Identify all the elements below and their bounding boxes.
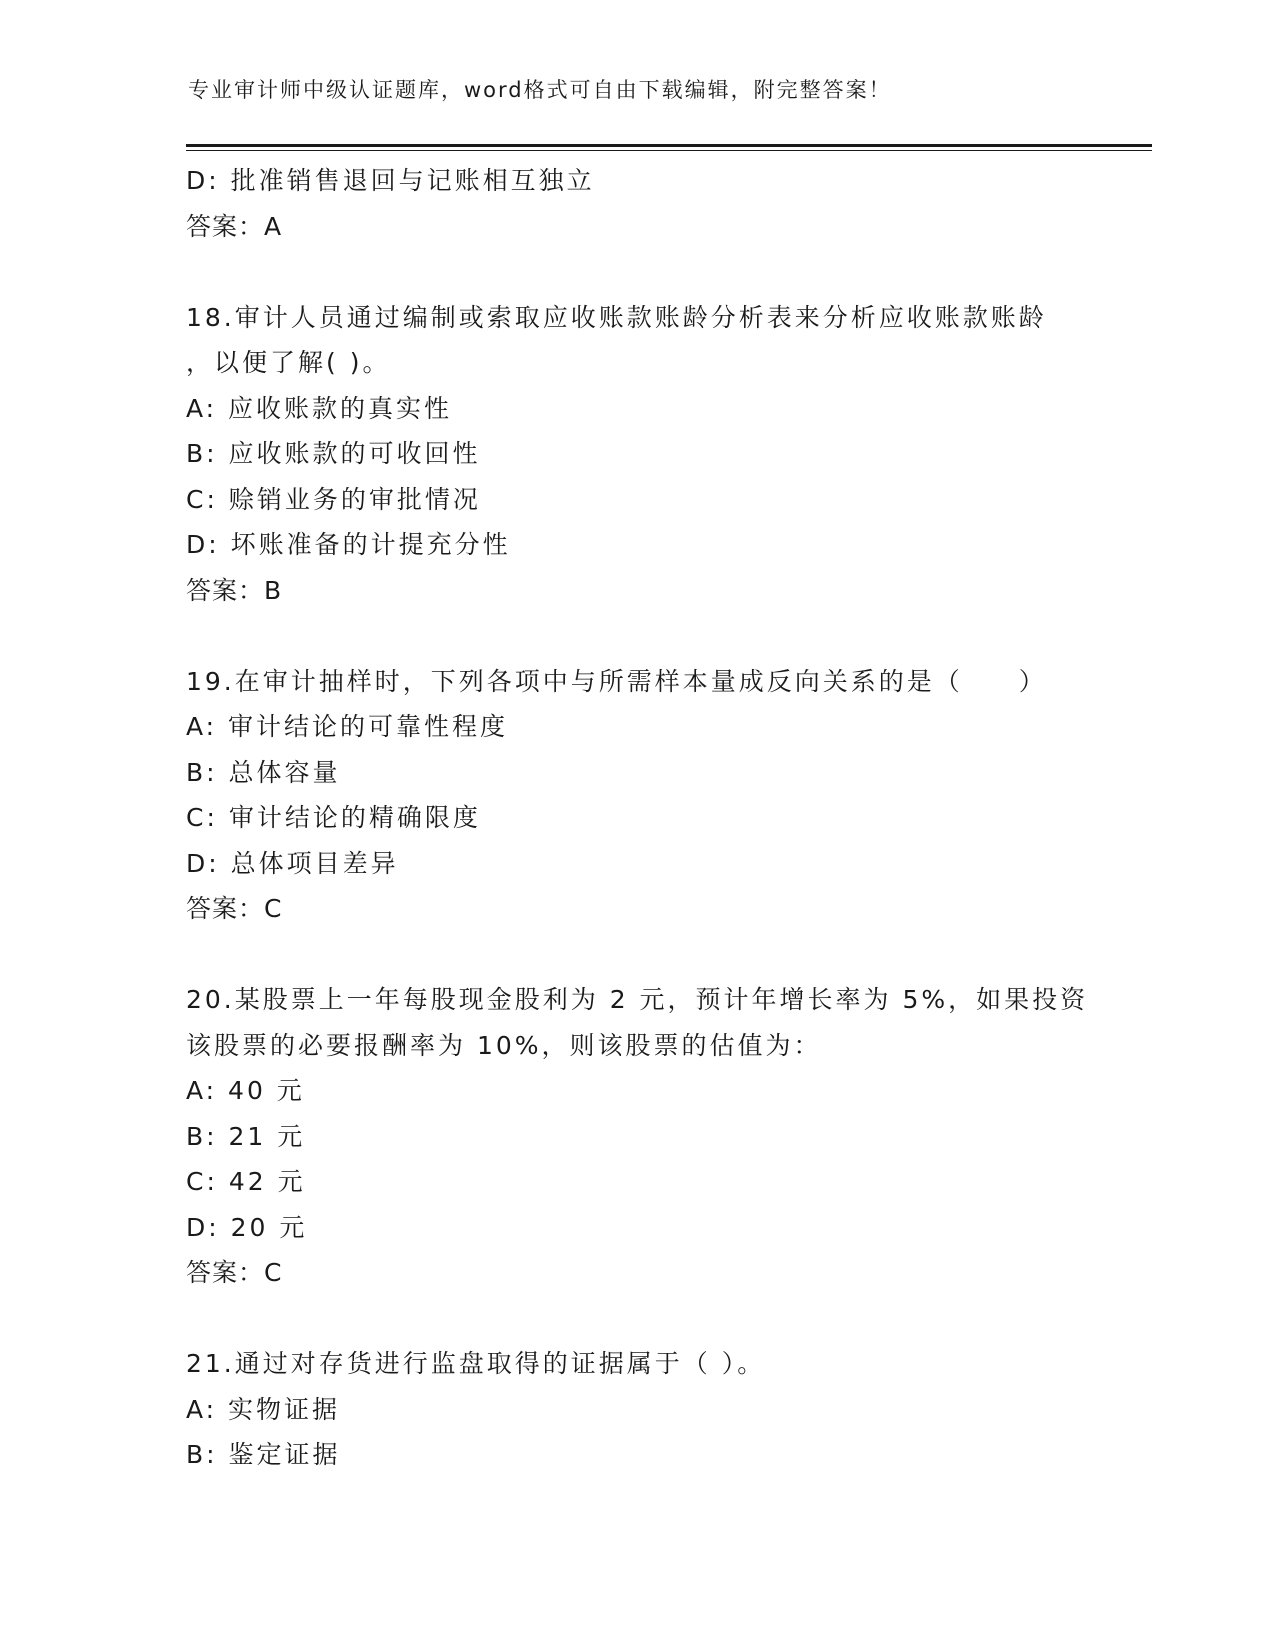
spacer: [186, 932, 1116, 978]
q20-option-d: D: 20 元: [186, 1212, 308, 1242]
q20-option-c: C: 42 元: [186, 1167, 306, 1196]
q18-option-d: D: 坏账准备的计提充分性: [186, 530, 511, 559]
q17-answer: 答案：A: [186, 211, 283, 241]
q20-option-b: B: 21 元: [186, 1121, 306, 1151]
q21-stem-line1: 21.通过对存货进行监盘取得的证据属于（ ）。: [186, 1349, 766, 1378]
q19-option-d: D: 总体项目差异: [186, 848, 399, 878]
spacer: [186, 613, 1116, 659]
q18-stem-line2: ，以便了解( )。: [186, 348, 391, 377]
spacer: [186, 249, 1116, 295]
q21-option-b: B: 鉴定证据: [186, 1440, 341, 1469]
q19-stem-line1: 19.在审计抽样时，下列各项中与所需样本量成反向关系的是（ ）: [186, 666, 1047, 696]
header-rule-thin: [186, 150, 1152, 151]
q18-answer: 答案：B: [186, 575, 283, 605]
spacer: [186, 1296, 1116, 1342]
page-header: 专业审计师中级认证题库，word格式可自由下载编辑，附完整答案！: [188, 78, 892, 102]
q20-stem-line1: 20.某股票上一年每股现金股利为 2 元，预计年增长率为 5%，如果投资: [186, 985, 1089, 1014]
q18-option-a: A: 应收账款的真实性: [186, 393, 453, 423]
q19-option-c: C: 审计结论的精确限度: [186, 803, 481, 832]
question-content: [186, 158, 1116, 1478]
q18-option-c: C: 赊销业务的审批情况: [186, 484, 481, 514]
q19-answer: 答案：C: [186, 894, 283, 923]
q21-option-a: A: 实物证据: [186, 1394, 341, 1424]
question-block-19: [186, 659, 1116, 932]
q20-option-a: A: 40 元: [186, 1076, 305, 1105]
question-block-18: [186, 295, 1116, 614]
question-block-20: [186, 977, 1116, 1296]
q17-option-d: D: 批准销售退回与记账相互独立: [186, 166, 595, 195]
q19-option-b: B: 总体容量: [186, 757, 341, 787]
q18-stem-line1: 18.审计人员通过编制或索取应收账款账龄分析表来分析应收账款账龄: [186, 302, 1047, 332]
question-block-17: [186, 158, 1116, 249]
q20-stem-line2: 该股票的必要报酬率为 10%，则该股票的估值为：: [186, 1030, 822, 1060]
question-block-21: [186, 1341, 1116, 1478]
q19-option-a: A: 审计结论的可靠性程度: [186, 712, 509, 741]
q18-option-b: B: 应收账款的可收回性: [186, 439, 481, 468]
header-rule-thick: [186, 144, 1152, 147]
q20-answer: 答案：C: [186, 1258, 283, 1287]
